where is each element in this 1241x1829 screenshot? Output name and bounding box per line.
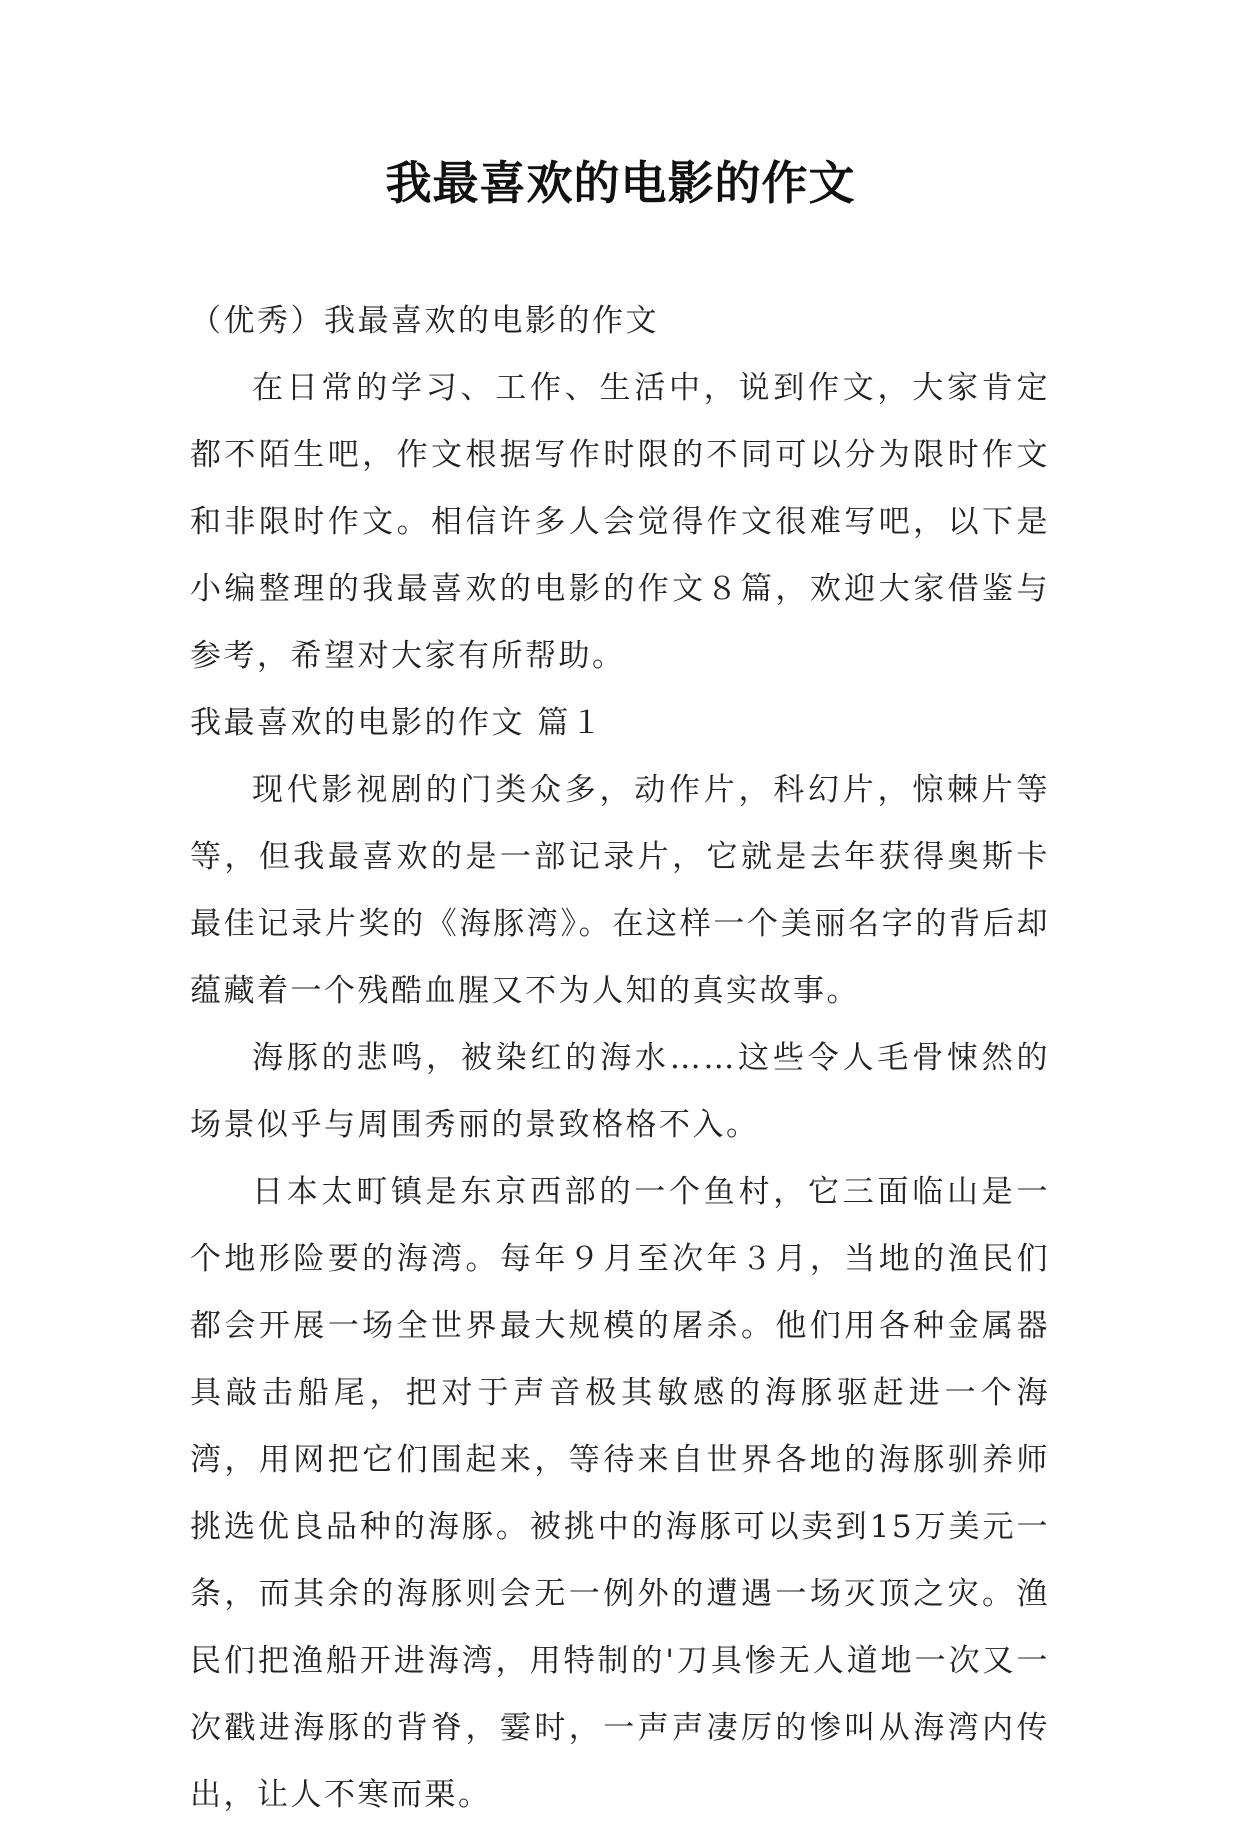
- body-paragraph-1: 现代影视剧的门类众多，动作片，科幻片，惊棘片等等，但我最喜欢的是一部记录片，它就是去年获得奥斯卡最佳记录片奖的《海豚湾》。在这样一个美丽名字的背后却蕴藏着一个残酷血腥又不为人知的真实故事。: [190, 772, 1050, 1009]
- body-paragraph-2: 海豚的悲鸣，被染红的海水……这些令人毛骨悚然的场景似乎与周围秀丽的景致格格不入。: [190, 1040, 1050, 1143]
- document-subtitle: （优秀）我最喜欢的电影的作文: [190, 303, 659, 339]
- document-title: 我最喜欢的电影的作文: [385, 156, 856, 210]
- intro-paragraph: 在日常的学习、工作、生活中，说到作文，大家肯定都不陌生吧，作文根据写作时限的不同可以分为限时作文和非限时作文。相信许多人会觉得作文很难写吧，以下是小编整理的我最喜欢的电影的作文８篇，欢迎大家借鉴与参考，希望对大家有所帮助。: [190, 370, 1050, 674]
- body-paragraph-3: 日本太町镇是东京西部的一个鱼村，它三面临山是一个地形险要的海湾。每年９月至次年３月，当地的渔民们都会开展一场全世界最大规模的屠杀。他们用各种金属器具敲击船尾，把对于声音极其敏感的海豚驱赶进一个海湾，用网把它们围起来，等待来自世界各地的海豚驯养师挑选优良品种的海豚。被挑中的海豚可以卖到15万美元一条，而其余的海豚则会无一例外的遭遇一场灭顶之灾。渔民们把渔船开进海湾，用特制的'刀具惨无人道地一次又一次戳进海豚的背脊，霎时，一声声凄厉的惨叫从海湾内传出，让人不寒而栗。: [190, 1174, 1050, 1813]
- section-heading: 我最喜欢的电影的作文 篇１: [190, 705, 605, 741]
- document-body: [190, 288, 1050, 1829]
